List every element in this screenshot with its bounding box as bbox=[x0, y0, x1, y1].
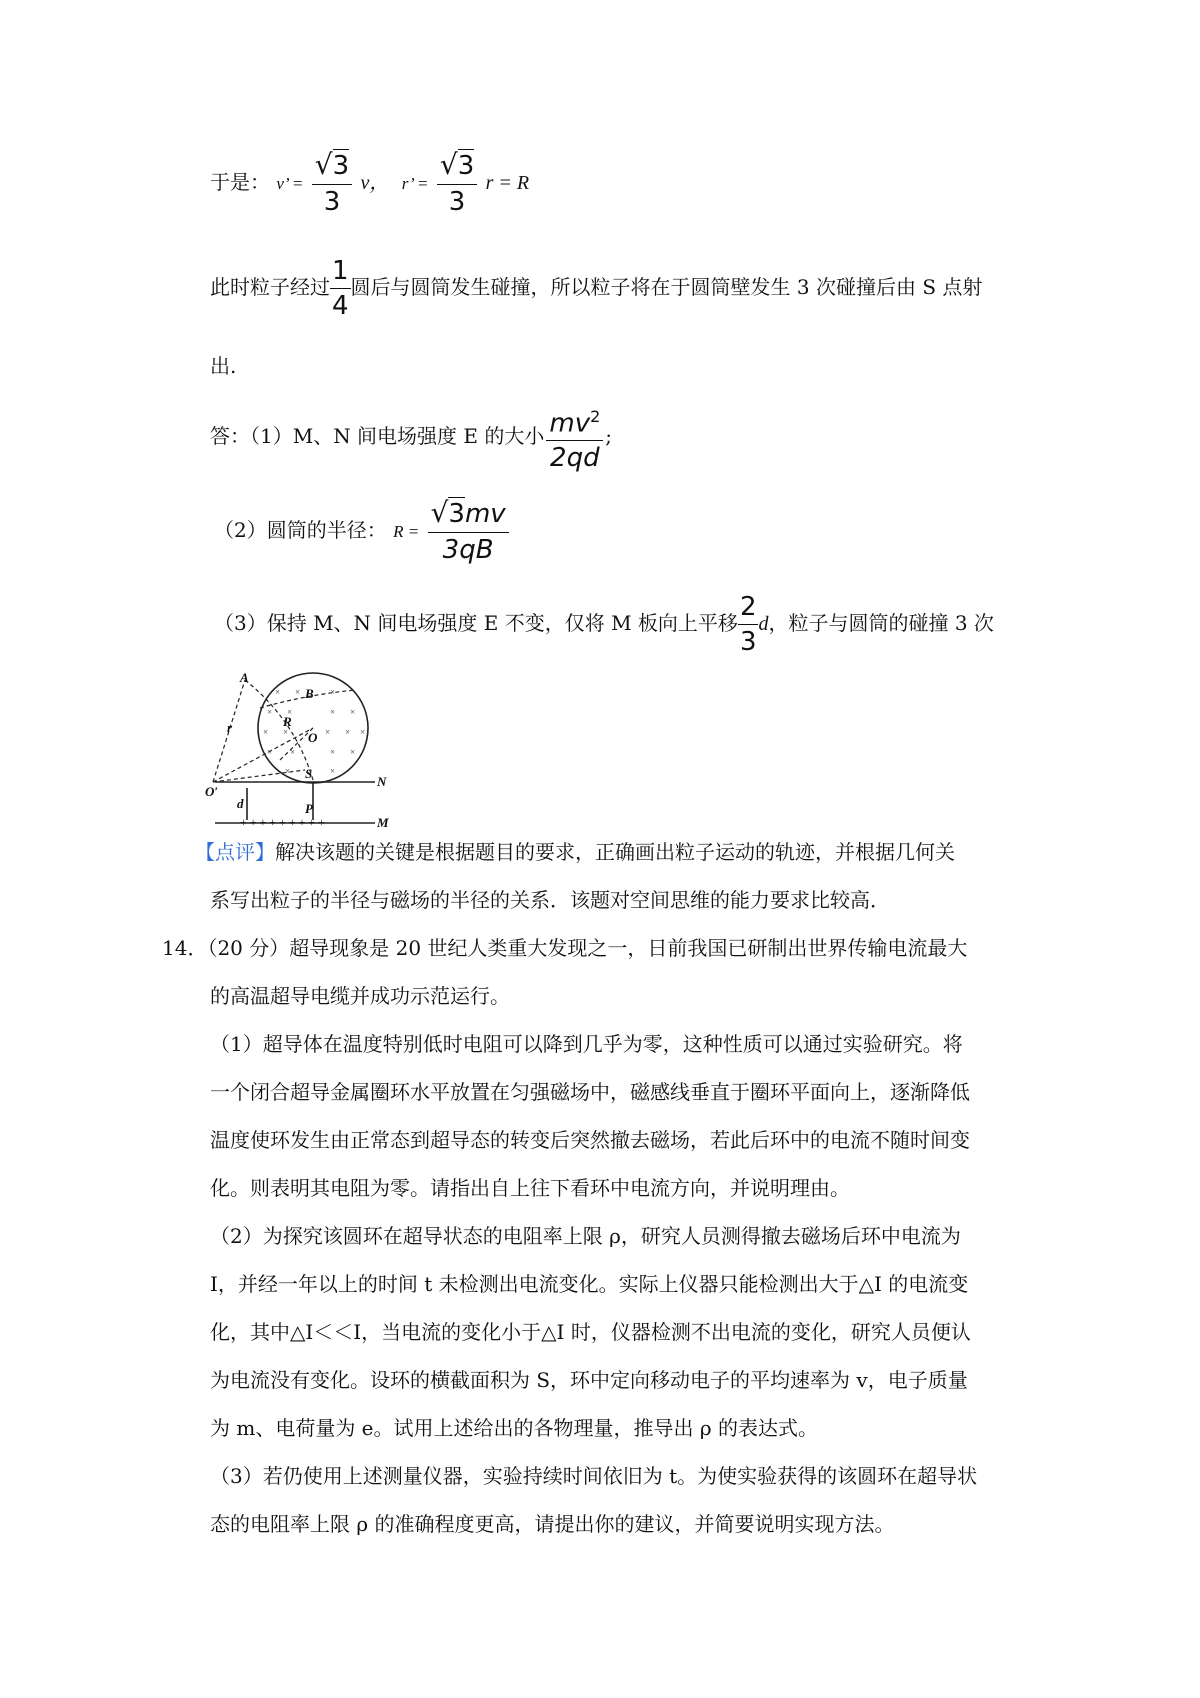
solution-line-1 bbox=[210, 140, 529, 224]
answer1-prefix: 答：（1）M、N 间电场强度 E 的大小 bbox=[210, 424, 545, 448]
q14-part2-line: I，并经一年以上的时间 t 未检测出电流变化。实际上仪器只能检测出大于△I 的电流变 bbox=[210, 1272, 969, 1296]
comment-tag: 【点评】 bbox=[195, 840, 275, 864]
label-d: d bbox=[237, 796, 244, 811]
svg-text:×: × bbox=[283, 727, 289, 737]
solution-line-3: 出. bbox=[210, 354, 237, 378]
q14-part2-line: （2）为探究该圆环在超导状态的电阻率上限 ρ，研究人员测得撤去磁场后环中电流为 bbox=[210, 1224, 961, 1248]
label-S: S bbox=[305, 766, 313, 781]
answer-1 bbox=[210, 398, 612, 474]
trajectory-figure bbox=[205, 670, 400, 830]
q14-part3-line: （3）若仍使用上述测量仪器，实验持续时间依旧为 t。为使实验获得的该圆环在超导状 bbox=[210, 1464, 978, 1488]
question-number: 14． bbox=[162, 936, 208, 960]
question-14-header bbox=[162, 936, 967, 960]
svg-text:×: × bbox=[330, 707, 336, 717]
label-M: M bbox=[377, 815, 389, 830]
answer3-suffix: ，粒子与圆筒的碰撞 3 次 bbox=[768, 611, 994, 635]
label-r: r bbox=[227, 720, 233, 735]
v-prime-lhs: v’ = bbox=[276, 174, 304, 193]
q14-part1-line: （1）超导体在温度特别低时电阻可以降到几乎为零，这种性质可以通过实验研究。将 bbox=[210, 1032, 963, 1056]
answer3-var: d bbox=[758, 613, 769, 635]
two-thirds-fraction: $\frac{2}{3}$ bbox=[739, 592, 757, 657]
question-14-line-2: 的高温超导电缆并成功示范运行。 bbox=[210, 984, 510, 1008]
answer2-prefix: （2）圆筒的半径： bbox=[214, 518, 387, 542]
label-O: O bbox=[308, 730, 318, 745]
q14-part1-line: 温度使环发生由正常态到超导态的转变后突然撤去磁场，若此后环中的电流不随时间变 bbox=[210, 1128, 970, 1152]
answer-2 bbox=[214, 490, 511, 570]
quarter-fraction: $\frac{1}{4}$ bbox=[332, 256, 349, 321]
svg-text:×: × bbox=[330, 687, 336, 697]
solution-prefix: 于是： bbox=[210, 170, 270, 194]
q14-part3-line: 态的电阻率上限 ρ 的准确程度更高，请提出你的建议，并简要说明实现方法。 bbox=[210, 1512, 895, 1536]
svg-text:×: × bbox=[285, 766, 291, 776]
radius-fraction: $\frac{√3mv}{3qB}$ bbox=[428, 496, 509, 567]
sqrt3-over-3-fraction: $\frac{√3}{3}$ bbox=[312, 148, 352, 219]
svg-text:×: × bbox=[267, 707, 273, 717]
q14-part2-line: 为电流没有变化。设环的横截面积为 S，环中定向移动电子的平均速率为 v，电子质量 bbox=[210, 1368, 968, 1392]
answer1-suffix: ; bbox=[605, 424, 613, 448]
svg-text:×: × bbox=[287, 707, 293, 717]
plate-charges: + + + + + + + + + bbox=[240, 815, 325, 829]
comment-text-1: 解决该题的关键是根据题目的要求，正确画出粒子运动的轨迹，并根据几何关 bbox=[275, 840, 955, 864]
solution-line-2 bbox=[210, 250, 982, 324]
svg-text:×: × bbox=[325, 727, 331, 737]
svg-text:×: × bbox=[350, 747, 356, 757]
line2-prefix: 此时粒子经过 bbox=[210, 275, 330, 299]
svg-text:×: × bbox=[360, 727, 366, 737]
label-N: N bbox=[377, 774, 387, 789]
q14-part2-line: 化，其中△I＜＜I，当电流的变化小于△I 时，仪器检测不出电流的变化，研究人员便认 bbox=[210, 1320, 971, 1344]
svg-text:×: × bbox=[290, 747, 296, 757]
svg-text:×: × bbox=[345, 727, 351, 737]
q14-part1-line: 化。则表明其电阻为零。请指出自上往下看环中电流方向，并说明理由。 bbox=[210, 1176, 850, 1200]
answer2-lhs: R = bbox=[393, 522, 420, 541]
svg-text:×: × bbox=[275, 687, 281, 697]
label-A: A bbox=[240, 670, 249, 685]
comment-line-2: 系写出粒子的半径与磁场的半径的关系．该题对空间思维的能力要求比较高． bbox=[210, 888, 890, 912]
label-R: R bbox=[283, 714, 292, 729]
svg-text:×: × bbox=[267, 747, 273, 757]
efield-fraction: $\frac{mv^2}{2qd}$ bbox=[546, 400, 603, 476]
answer-3 bbox=[214, 586, 994, 660]
r-tail: r = R bbox=[485, 172, 530, 194]
question-14-line-1: （20 分）超导现象是 20 世纪人类重大发现之一，日前我国已研制出世界传输电流最大 bbox=[207, 936, 968, 960]
v-tail: v， bbox=[360, 172, 390, 194]
svg-text:×: × bbox=[263, 727, 269, 737]
svg-text:×: × bbox=[330, 747, 336, 757]
svg-text:×: × bbox=[330, 766, 336, 776]
r-prime-lhs: r’ = bbox=[401, 174, 429, 193]
svg-text:×: × bbox=[350, 707, 356, 717]
svg-text:×: × bbox=[295, 687, 301, 697]
label-P: P bbox=[305, 801, 313, 816]
label-B: B bbox=[305, 686, 314, 701]
line2-suffix: 圆后与圆筒发生碰撞，所以粒子将在于圆筒壁发生 3 次碰撞后由 S 点射 bbox=[350, 275, 983, 299]
comment-line-1 bbox=[195, 840, 955, 864]
q14-part2-line: 为 m、电荷量为 e。试用上述给出的各物理量，推导出 ρ 的表达式。 bbox=[210, 1416, 818, 1440]
answer3-prefix: （3）保持 M、N 间电场强度 E 不变，仅将 M 板向上平移 bbox=[214, 611, 738, 635]
label-O-prime: O′ bbox=[205, 784, 219, 799]
sqrt3-over-3-fraction-r: $\frac{√3}{3}$ bbox=[437, 148, 477, 219]
q14-part1-line: 一个闭合超导金属圈环水平放置在匀强磁场中，磁感线垂直于圈环平面向上，逐渐降低 bbox=[210, 1080, 970, 1104]
